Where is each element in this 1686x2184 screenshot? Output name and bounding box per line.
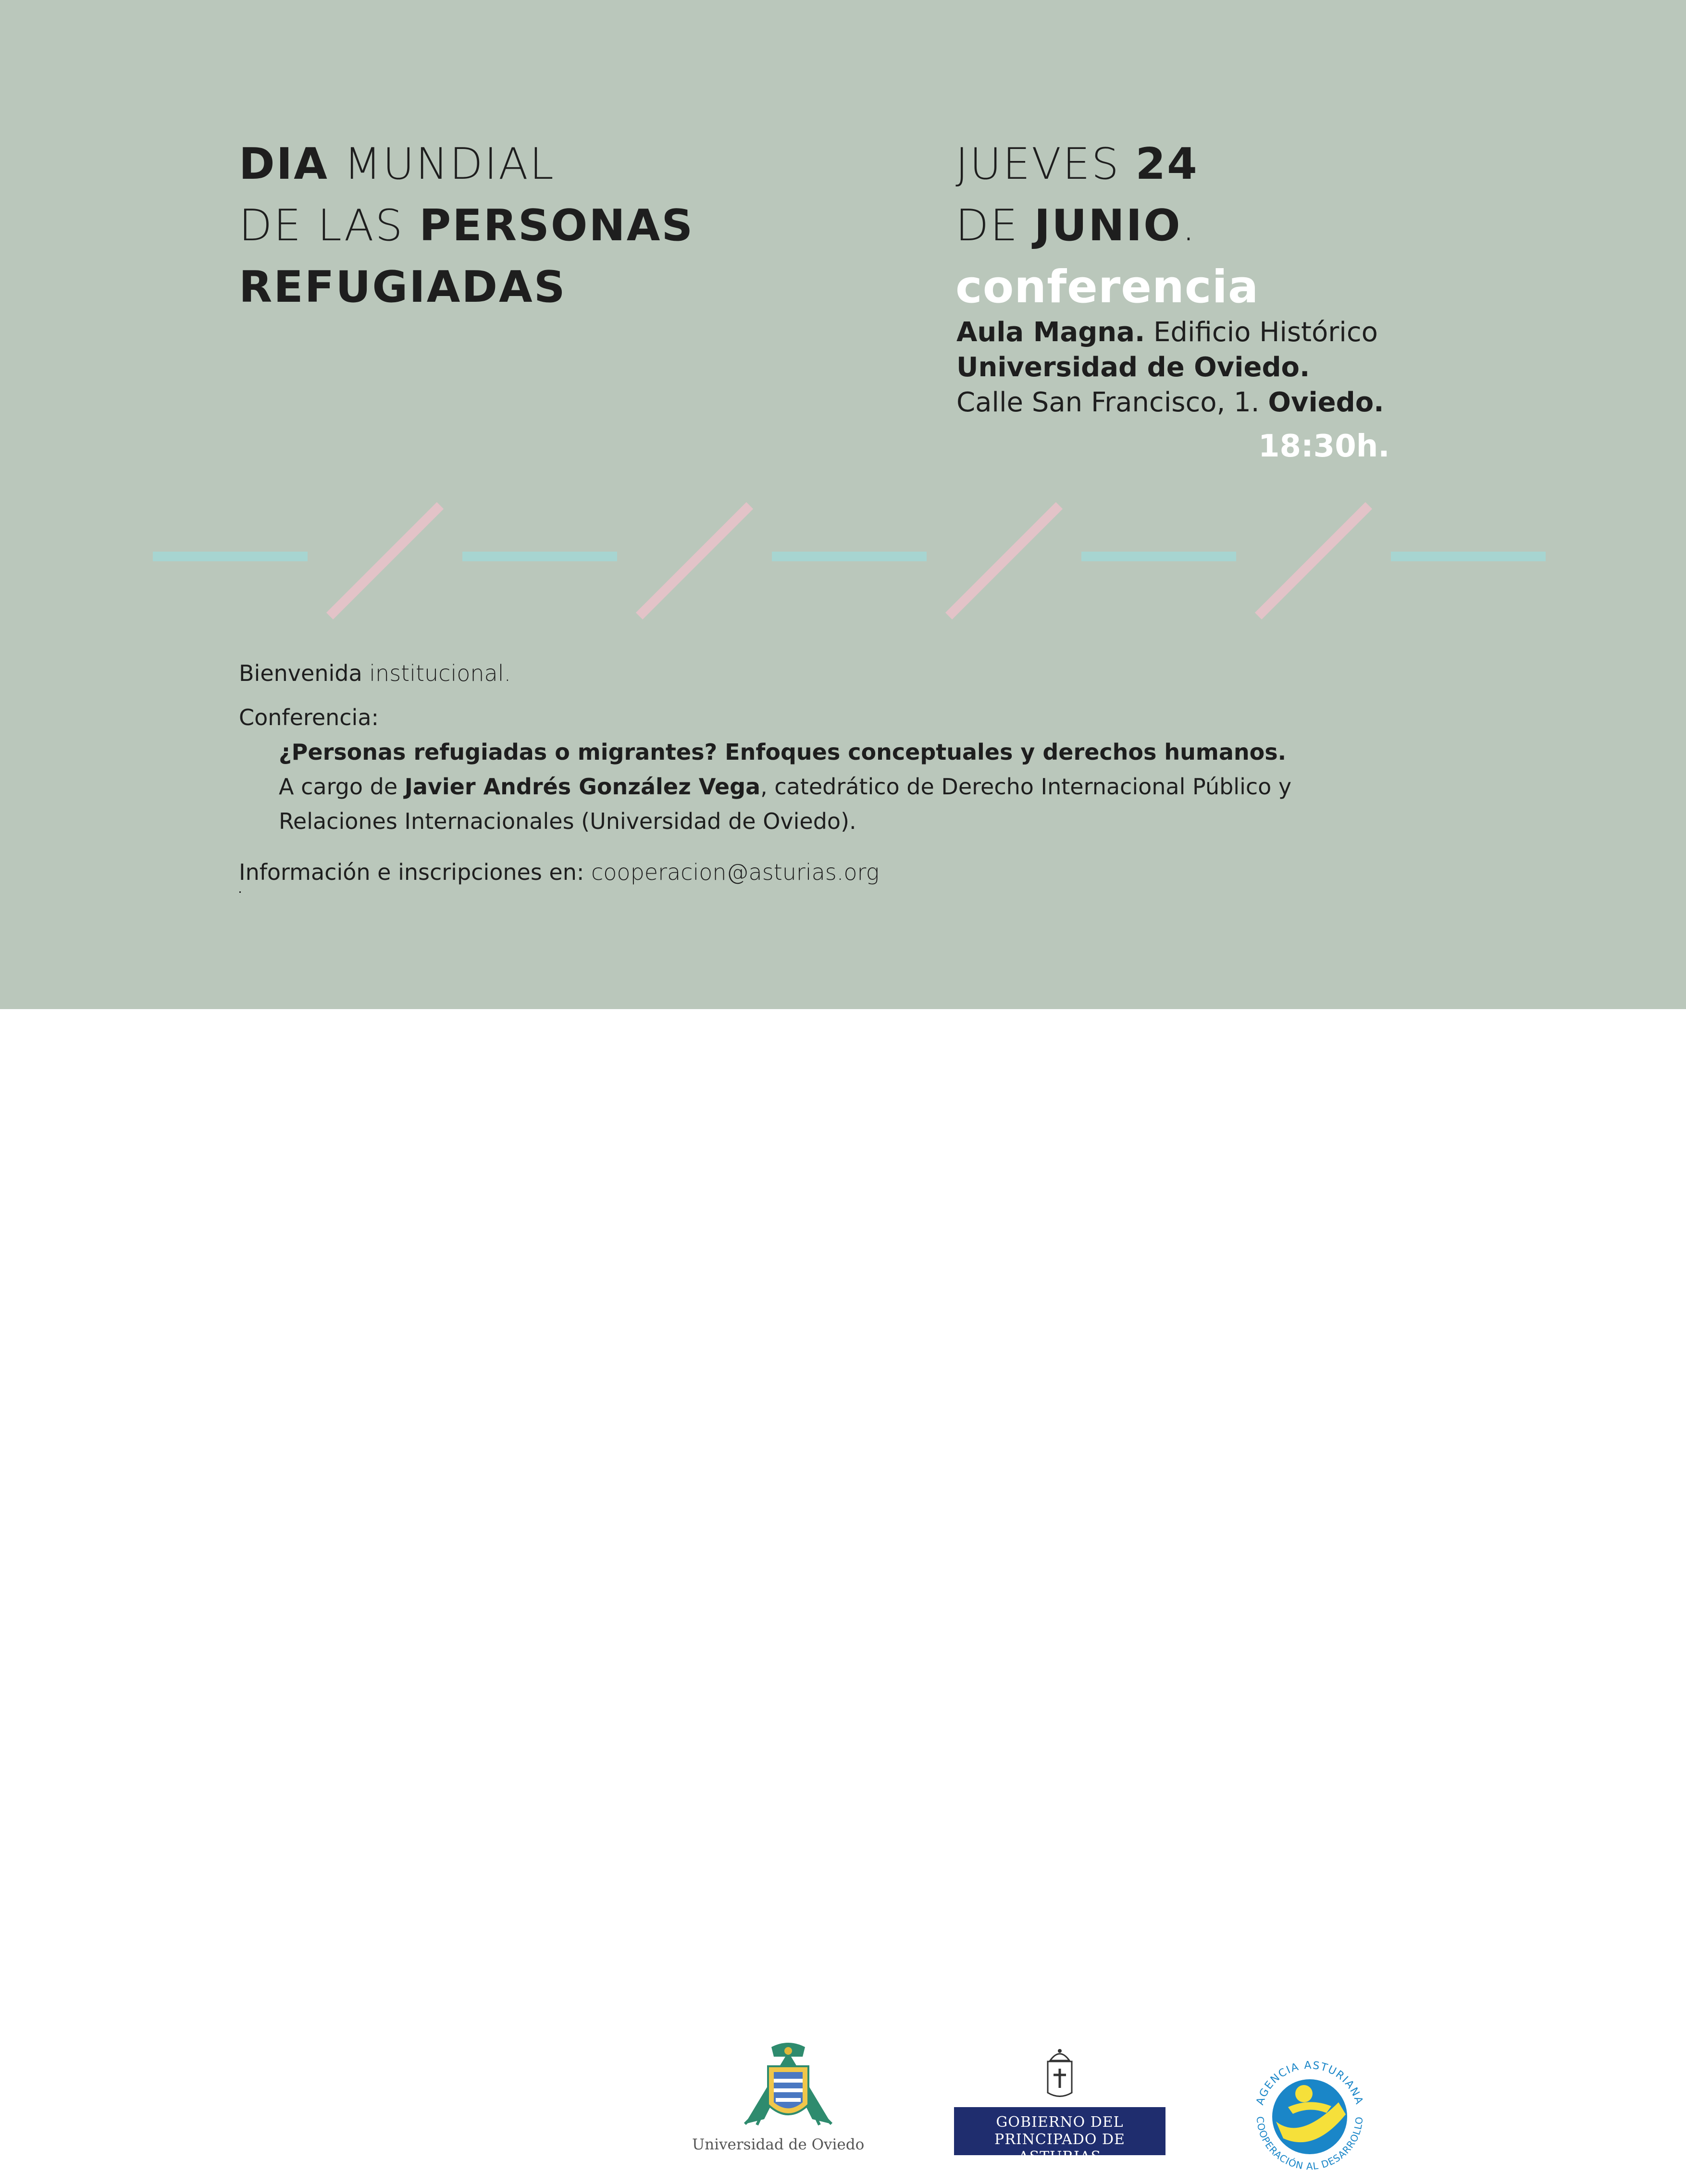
agencia-bottom-text: COOPERACIÓN AL DESARROLLO [1254, 2116, 1365, 2172]
principado-line-1: GOBIERNO DEL [996, 2114, 1124, 2131]
date-dot: . [1181, 200, 1197, 251]
stray-dot [239, 891, 241, 893]
conference-label: Conferencia: [239, 704, 379, 730]
speaker-role: , catedrático de Derecho Internacional Público y [760, 774, 1292, 800]
poster-background [0, 0, 1686, 1009]
speaker-line [279, 770, 1291, 803]
divider-slash [639, 506, 750, 616]
speaker-dept: Relaciones Internacionales [279, 808, 574, 834]
venue-block [956, 315, 1384, 420]
venue-building: Edificio Histórico [1153, 317, 1378, 348]
divider-dash [1391, 552, 1546, 561]
venue-university: Universidad de Oviedo. [956, 352, 1310, 383]
title-word: REFUGIADAS [239, 262, 567, 312]
title-word: PERSONAS [419, 200, 694, 251]
event-type: conferencia [955, 261, 1259, 313]
event-time: 18:30h. [1258, 429, 1390, 464]
title-word: DE LAS [239, 200, 404, 251]
divider-dash [772, 552, 927, 561]
speaker-affiliation: (Universidad de Oviedo). [581, 808, 856, 834]
divider-dash [1081, 552, 1236, 561]
university-logo-text: Universidad de Oviedo [692, 2136, 865, 2153]
decorative-divider [0, 495, 1686, 625]
info-label: Información e inscripciones en [239, 859, 577, 885]
date-weekday: JUEVES [955, 139, 1120, 189]
principado-line-2: PRINCIPADO DE ASTURIAS [994, 2131, 1125, 2165]
divider-slash [330, 506, 440, 616]
welcome-label: Bienvenida [239, 660, 362, 686]
agencia-top-text: AGENCIA ASTURIANA [1254, 2059, 1365, 2107]
title-word: DIA [239, 139, 329, 189]
divider-slash [949, 506, 1059, 616]
venue-hall: Aula Magna. [956, 317, 1145, 348]
speaker-prefix: A cargo de [279, 774, 398, 800]
university-crest-icon [726, 2042, 851, 2134]
agencia-asturiana-logo-icon [1242, 2049, 1377, 2184]
event-title [239, 134, 694, 318]
divider-dash [153, 552, 308, 561]
divider-slash [1258, 506, 1369, 616]
contact-email[interactable]: cooperacion@asturias.org [591, 859, 880, 885]
venue-street: Calle San Francisco, 1. [956, 387, 1260, 418]
sponsor-footer [0, 1009, 1686, 2172]
date-day: 24 [1135, 139, 1199, 189]
event-date [955, 134, 1259, 318]
principado-logo [954, 2107, 1165, 2165]
speaker-name: Javier Andrés González Vega [404, 774, 761, 800]
info-line [239, 855, 879, 889]
divider-dash [462, 552, 617, 561]
principado-coat-of-arms-icon [1043, 2047, 1077, 2100]
date-de: DE [955, 200, 1019, 251]
welcome-line [239, 656, 511, 690]
info-separator: : [576, 859, 584, 885]
venue-city: Oviedo. [1268, 387, 1384, 418]
talk-title [279, 735, 1286, 769]
speaker-line-2 [279, 804, 856, 838]
date-month: JUNIO [1034, 200, 1182, 251]
talk-title-text: ¿Personas refugiadas o migrantes? Enfoques conceptuales y derechos humanos. [279, 739, 1287, 765]
welcome-text: institucional. [369, 660, 511, 686]
title-word: MUNDIAL [344, 139, 555, 189]
